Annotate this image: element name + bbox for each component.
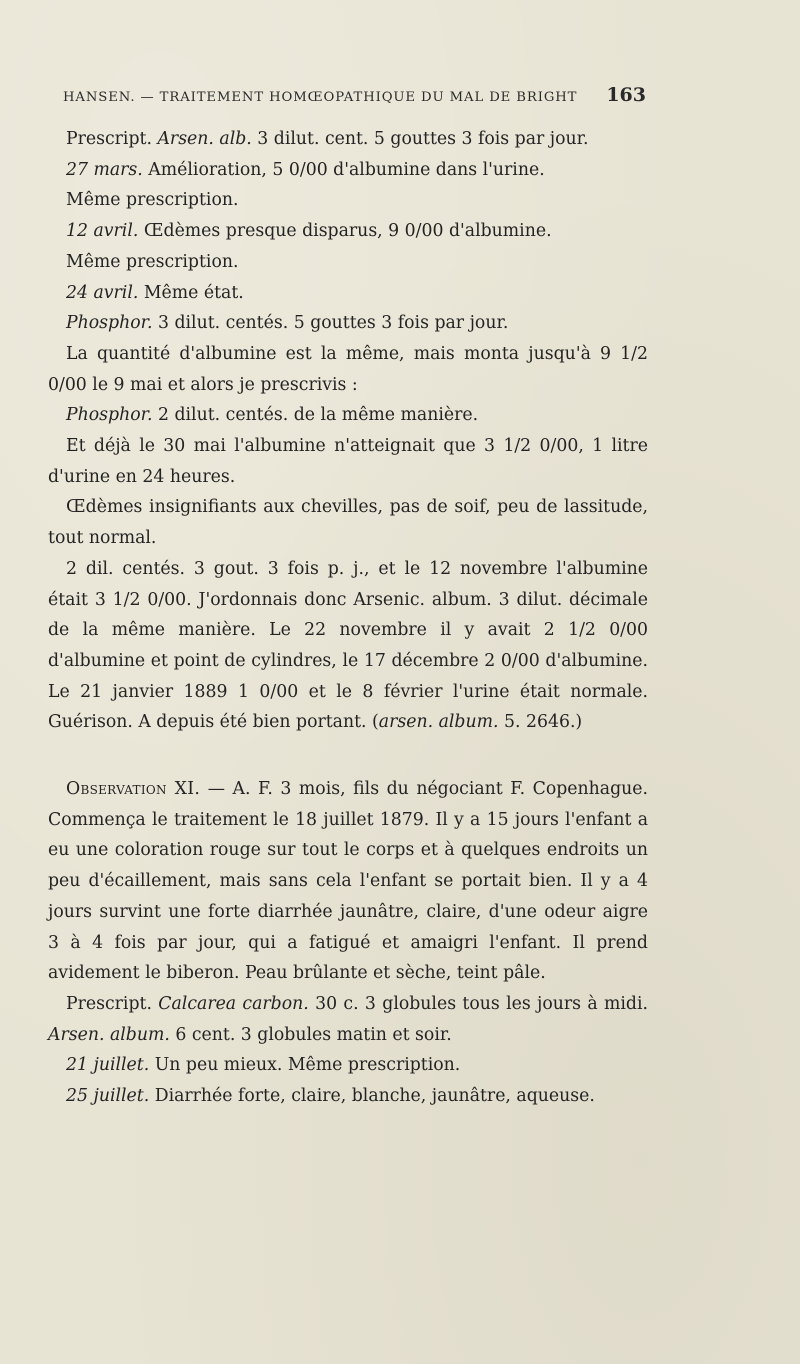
paragraph — [48, 247, 648, 278]
paragraph — [48, 492, 648, 553]
paragraph — [48, 989, 648, 1050]
paragraph — [48, 185, 648, 216]
paragraph — [48, 774, 648, 989]
text-run: 3 dilut. cent. 5 gouttes 3 fois par jour. — [251, 129, 589, 149]
italic-run: 27 mars. — [66, 159, 143, 180]
italic-run: Phosphor. — [66, 313, 153, 334]
text-run: 3 dilut. centés. 5 gouttes 3 fois par jour. — [152, 313, 509, 334]
italic-run: Arsen. alb. — [157, 129, 252, 149]
observation-heading: Observation XI. — [66, 779, 201, 800]
text-run: 30 c. 3 globules tous les jours à midi. — [308, 993, 648, 1014]
text-run: Et déjà le 30 mai l'albumine n'atteignait que 3 1/2 0/00, 1 litre d'urine en 24 heures. — [48, 436, 648, 487]
paragraph — [48, 216, 648, 247]
paragraph — [48, 1050, 648, 1081]
italic-run: Phosphor. — [66, 405, 153, 426]
text-run: 2 dilut. centés. de la même manière. — [152, 405, 479, 426]
text-run: 5. 2646.) — [498, 712, 583, 733]
italic-run: 24 avril. — [66, 282, 139, 303]
paragraph — [48, 1081, 648, 1112]
paragraph — [48, 308, 648, 339]
italic-run: Calcarea carbon. — [158, 993, 309, 1014]
text-run: Même prescription. — [66, 190, 239, 211]
page-header — [63, 82, 646, 114]
italic-run: arsen. album. — [378, 712, 499, 733]
body-text — [48, 124, 648, 1112]
text-run: Même prescription. — [66, 251, 239, 272]
italic-run: 25 juillet. — [66, 1086, 150, 1107]
text-run: 2 dil. centés. 3 gout. 3 fois p. j., et le 12 novembre l'albumine était 3 1/2 0/00. J'ordonnais donc Arsenic. album. 3 dilut. décimale de la même manière. Le 22 novembre il y avait 2 1/2 0/00 d'albumine et point de cylindres, le 17 décembre 2 0/00 d'albumine. Le 21 janvier 1889 1 0/00 et le 8 février l'urine était normale. Guérison. A depuis été bien portant. ( — [48, 558, 648, 733]
paragraph — [48, 155, 648, 186]
text-run: Œdèmes insignifiants aux chevilles, pas de soif, peu de lassitude, tout normal. — [48, 497, 648, 549]
text-run: Un peu mieux. Même prescription. — [149, 1055, 461, 1076]
text-run: — A. F. 3 mois, fils du négociant F. Copenhague. Commença le traitement le 18 juillet 1879. Il y a 15 jours l'enfant a eu une coloration rouge sur tout le corps et à quelques endroits un peu d'écaillement, mais sans cela l'enfant se portait bien. Il y a 4 jours survint une forte diarrhée jaunâtre, claire, d'une odeur aigre 3 à 4 fois par jour, qui a fatigué et amaigri l'enfant. Il prend avidement le biberon. Peau brûlante et sèche, teint pâle. — [48, 779, 648, 984]
text-run: Prescript. — [66, 129, 158, 149]
text-run: Diarrhée forte, claire, blanche, jaunâtre, aqueuse. — [149, 1086, 595, 1107]
page-number: 163 — [606, 84, 646, 106]
paragraph — [48, 400, 648, 431]
text-run: Prescript. — [66, 993, 159, 1014]
paragraph — [48, 554, 648, 738]
paragraph — [48, 278, 648, 309]
running-head: HANSEN. — TRAITEMENT HOMŒOPATHIQUE DU MAL DE BRIGHT — [63, 90, 578, 105]
italic-run: 12 avril. — [66, 221, 139, 242]
text-run: La quantité d'albumine est la même, mais monta jusqu'à 9 1/2 0/00 le 9 mai et alors je prescrivis : — [48, 343, 648, 395]
paragraph — [48, 124, 648, 155]
italic-run: Arsen. album. — [48, 1024, 170, 1045]
text-run: Même état. — [138, 282, 244, 303]
text-run: Amélioration, 5 0/00 d'albumine dans l'urine. — [142, 159, 545, 180]
text-run: Œdèmes presque disparus, 9 0/00 d'albumine. — [138, 221, 552, 242]
text-run: 6 cent. 3 globules matin et soir. — [169, 1024, 452, 1045]
italic-run: 21 juillet. — [66, 1055, 150, 1076]
paragraph — [48, 431, 648, 492]
paragraph — [48, 339, 648, 400]
section-gap — [48, 738, 648, 774]
